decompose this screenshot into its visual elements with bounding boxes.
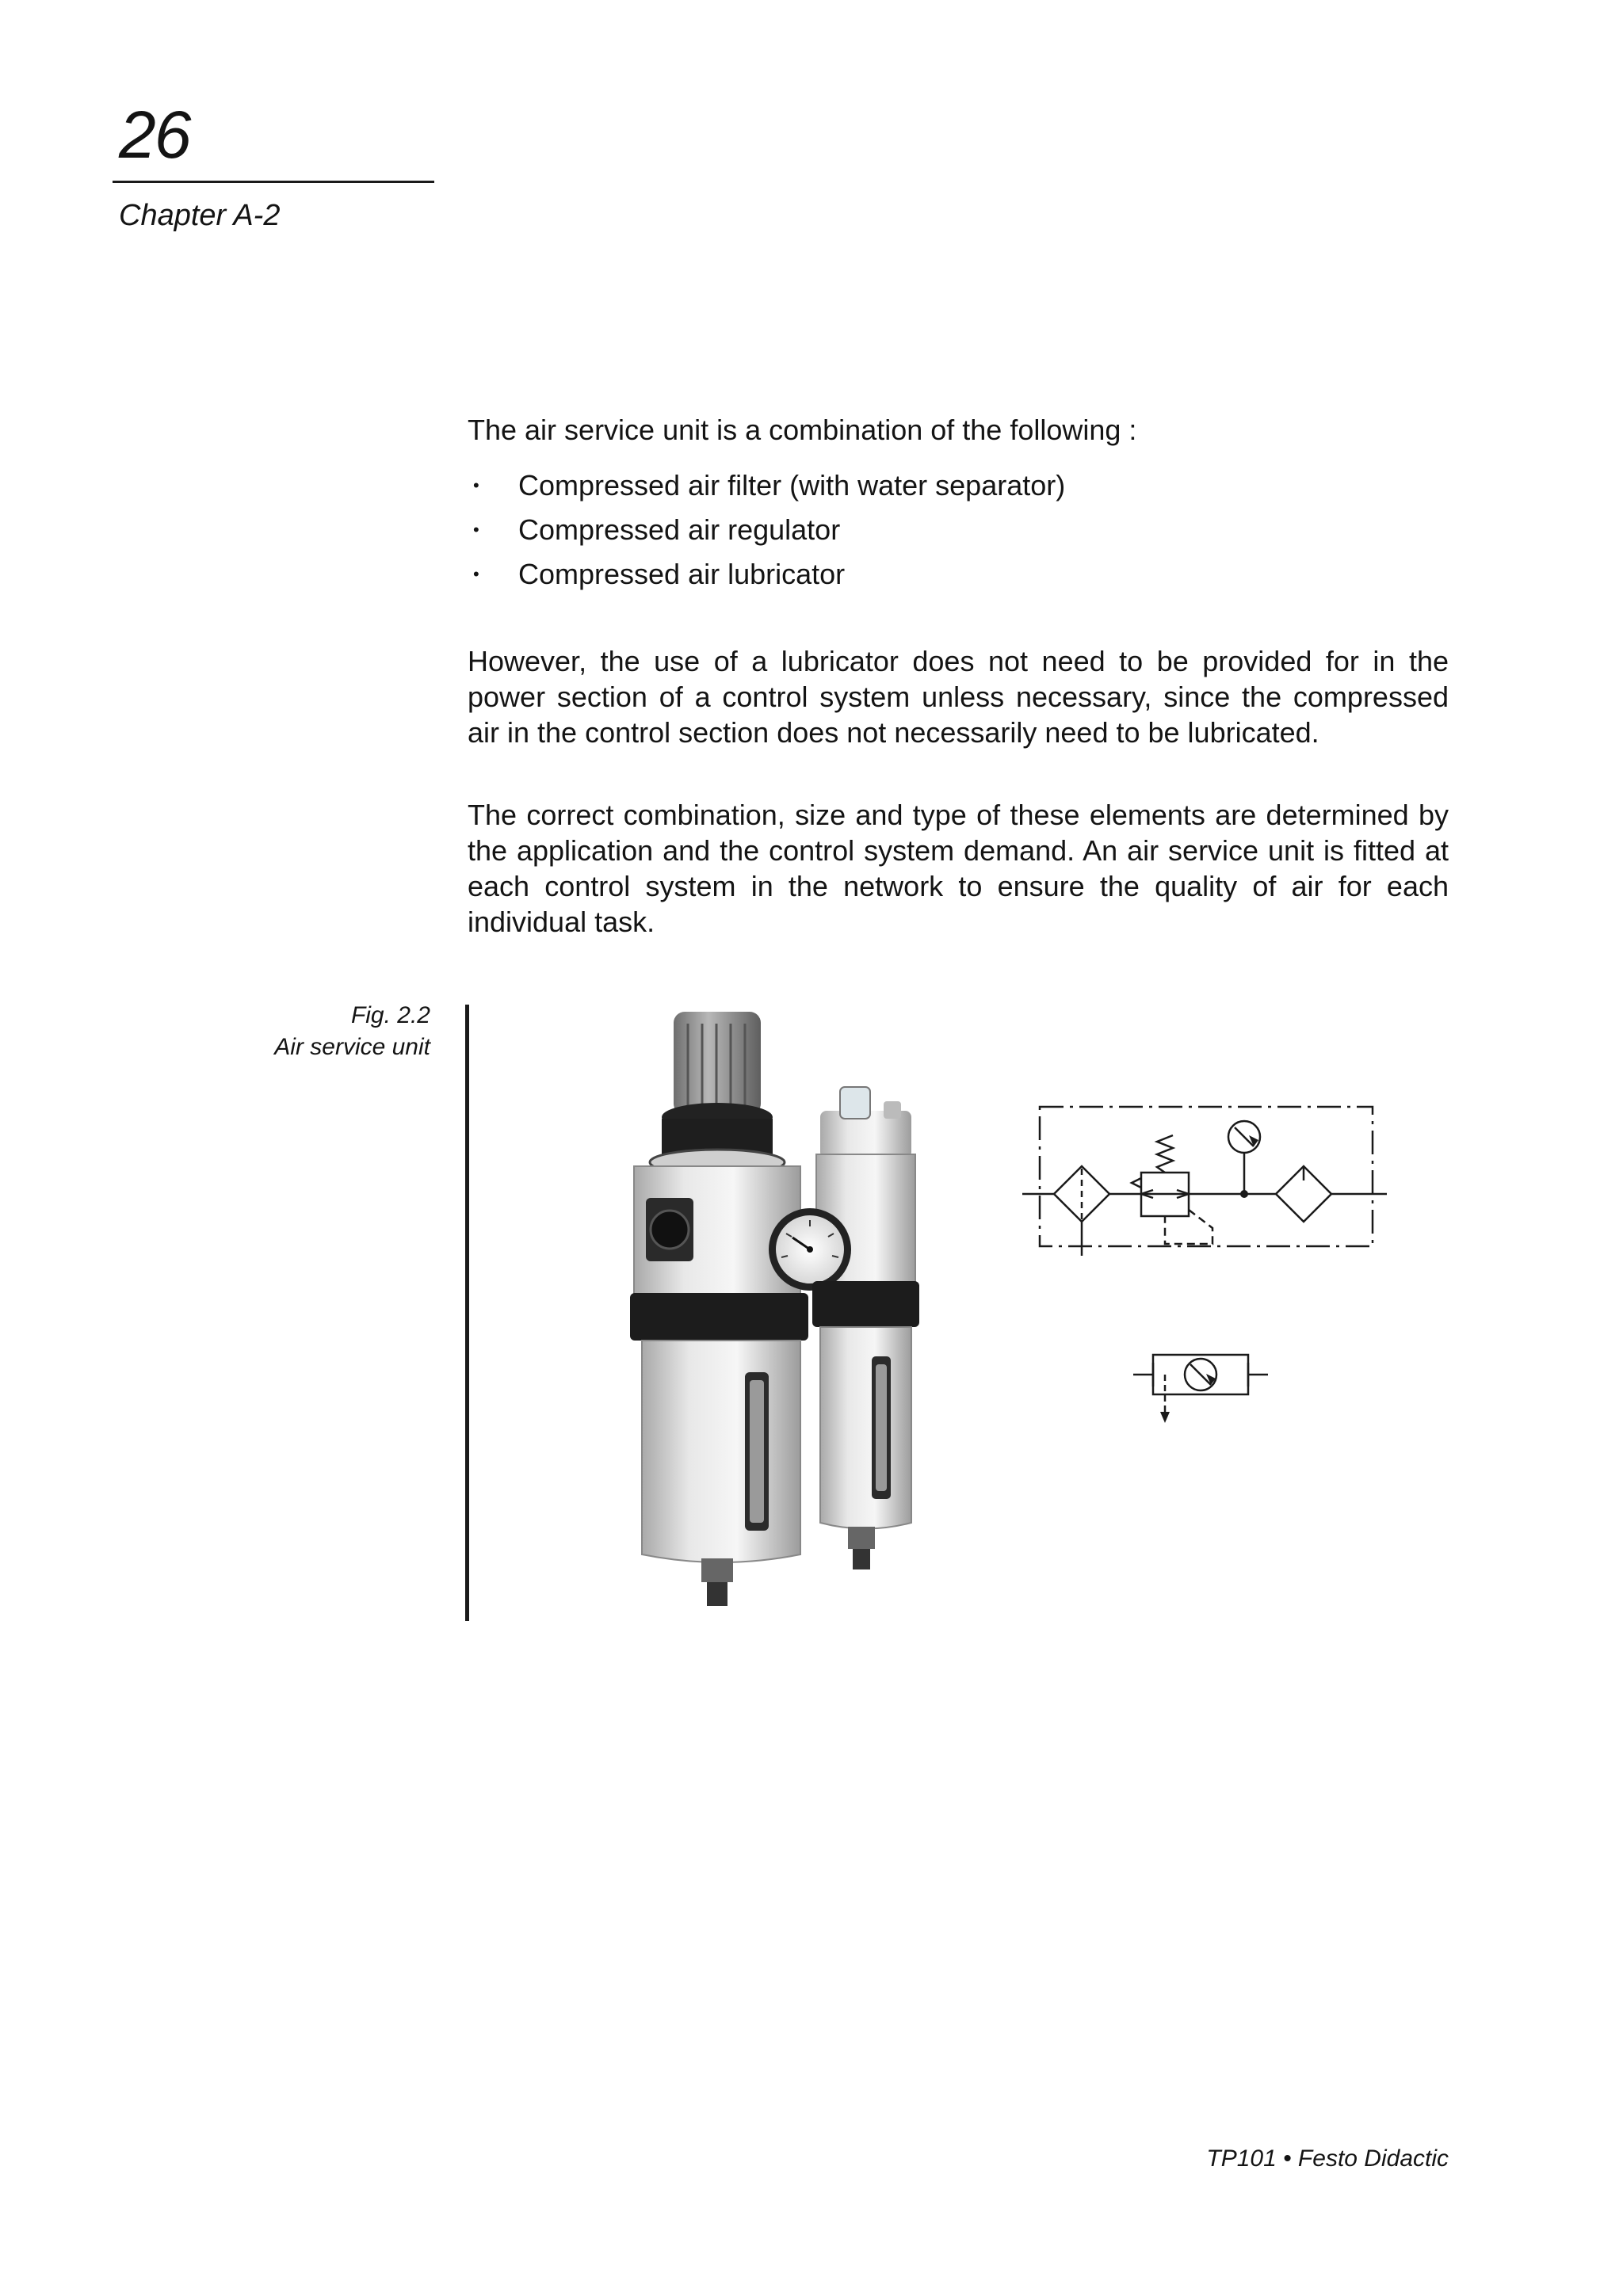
paragraph-lubricator: However, the use of a lubricator does not need to be provided for in the power section of a control system unless necessary, since the compressed air in the control section does not necessarily need to be lubricated. <box>468 645 1449 749</box>
pressure-gauge-symbol-icon <box>1133 1339 1268 1426</box>
paragraph-combination: The correct combination, size and type of these elements are determined by the application and the control system demand. An air service unit is fitted at each control system in the network to ensure the quality of air for each individual task. <box>468 799 1449 938</box>
figure-number: Fig. 2.2 <box>350 1002 430 1028</box>
bullet-icon: • <box>473 520 479 540</box>
bullet-icon: • <box>473 564 479 584</box>
figure-label <box>274 1000 430 1063</box>
list-item: • Compressed air lubricator <box>468 552 1065 597</box>
list-item: • Compressed air filter (with water separator) <box>468 463 1065 508</box>
chapter-title: Chapter A-2 <box>119 199 281 232</box>
header-rule <box>113 181 434 183</box>
figure-caption: Air service unit <box>274 1034 430 1060</box>
air-service-unit-photo-icon <box>602 1000 967 1618</box>
intro-text: The air service unit is a combination of the following : <box>468 414 1137 446</box>
figure-rule <box>465 1005 469 1621</box>
air-service-unit-circuit-symbol-icon <box>1022 1097 1387 1256</box>
footer-text: TP101 • Festo Didactic <box>1206 2145 1449 2172</box>
page-number: 26 <box>119 97 190 172</box>
bullet-icon: • <box>473 475 479 495</box>
list-item: • Compressed air regulator <box>468 508 1065 552</box>
component-list <box>468 463 1065 597</box>
